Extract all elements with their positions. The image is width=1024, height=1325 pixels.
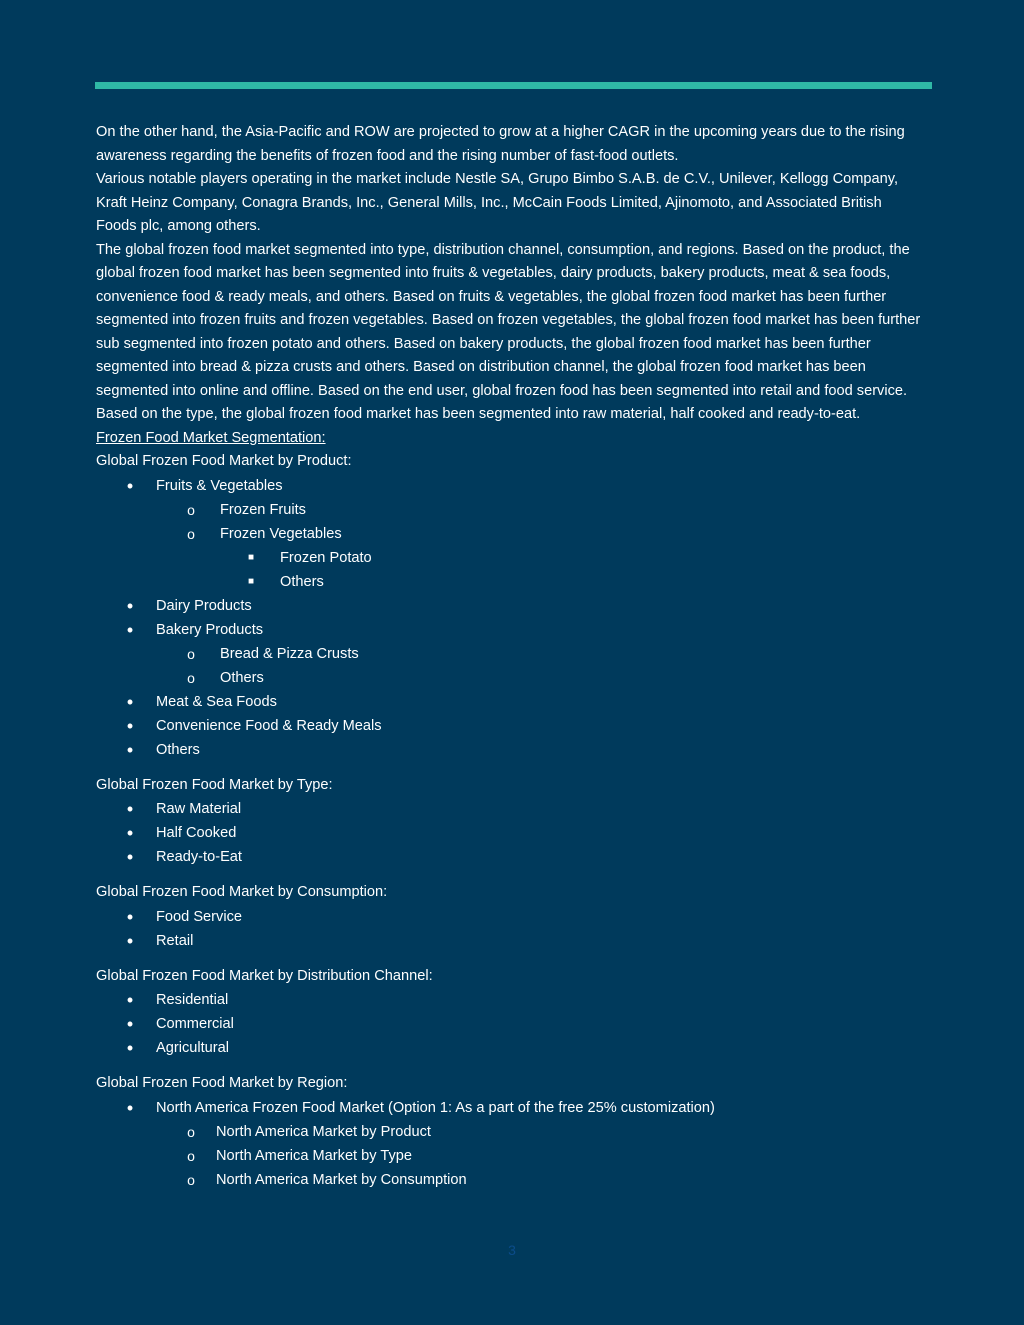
list-item-label: Residential [156,992,229,1008]
bullet-icon: • [126,990,134,1010]
list-item-label: Dairy Products [156,597,252,614]
list-item-label: Frozen Fruits [220,501,306,518]
header-accent-bar [95,82,932,89]
list-item-label: North America Market by Type [216,1147,413,1164]
list-item [96,1144,926,1168]
list-item-label: Frozen Vegetables [220,525,342,542]
fruits-vegetables-sublist [96,498,926,546]
list-item [96,474,926,498]
bullet-icon: • [126,1014,134,1034]
type-segment [96,774,926,870]
paragraph-key-players: Various notable players operating in the market include Nestle SA, Grupo Bimbo S.A.B. de C.V., Unilever, Kellogg Company, Kraft Heinz Company, Conagra Brands, Inc., General Mills, Inc., McCain Foods Limited, Ajinomoto, and Associated British Foods plc, among others. [96,171,898,234]
list-item-label: Convenience Food & Ready Meals [156,717,382,734]
bullet-icon: • [126,847,134,867]
product-segment-title: Global Frozen Food Market by Product: [96,453,352,469]
bullet-icon: • [126,799,134,819]
list-item-label: Bakery Products [156,621,264,638]
paragraph-regional-growth: On the other hand, the Asia-Pacific and ROW are projected to grow at a higher CAGR in the upcoming years due to the rising awareness regarding the benefits of frozen food and the rising number of fast-food outlets. [96,124,905,164]
circle-bullet-icon: o [187,669,195,686]
list-item [96,1168,926,1192]
circle-bullet-icon: o [187,645,195,662]
bakery-sublist [96,642,926,690]
consumption-segment-title: Global Frozen Food Market by Consumption: [96,884,388,900]
bullet-icon: • [126,823,134,843]
north-america-sublist [96,1120,926,1192]
type-list [96,797,926,869]
product-list [96,474,926,498]
list-item [96,929,926,953]
circle-bullet-icon: o [187,525,195,542]
product-list-continued [96,594,926,642]
product-segment [96,450,926,762]
bullet-icon: • [126,475,134,496]
consumption-segment [96,881,926,953]
list-item [96,988,926,1012]
list-item-label: Agricultural [156,1040,229,1056]
list-item-label: Others [220,669,264,686]
list-item [96,666,926,690]
bullet-icon: • [126,715,134,736]
consumption-list [96,905,926,953]
circle-bullet-icon: o [187,1171,195,1188]
type-segment-title: Global Frozen Food Market by Type: [96,776,333,793]
list-item [96,522,926,546]
bullet-icon: • [126,691,134,712]
list-item-label: Others [156,741,200,758]
page-number: 3 [508,1242,516,1258]
circle-bullet-icon: o [187,1147,195,1164]
list-item [96,690,926,714]
region-list [96,1096,926,1120]
square-bullet-icon: ■ [247,575,255,587]
list-item [96,546,926,570]
list-item [96,570,926,594]
list-item-label: North America Market by Consumption [216,1171,467,1188]
region-segment [96,1072,926,1192]
distribution-segment [96,965,926,1061]
list-item-label: Commercial [156,1016,234,1032]
list-item [96,1120,926,1144]
list-item [96,1036,926,1060]
list-item [96,714,926,738]
bullet-icon: • [126,739,134,760]
list-item-label: Bread & Pizza Crusts [220,645,359,662]
list-item-label: Retail [156,932,194,949]
square-bullet-icon: ■ [247,551,255,563]
bullet-icon: • [126,1097,134,1118]
list-item-label: Half Cooked [156,825,237,841]
list-item-label: Fruits & Vegetables [156,477,283,494]
list-item-label: Ready-to-Eat [156,849,242,865]
list-item-label: North America Market by Product [216,1123,431,1140]
circle-bullet-icon: o [187,1123,195,1140]
circle-bullet-icon: o [187,501,195,518]
bullet-icon: • [126,930,134,951]
distribution-segment-title: Global Frozen Food Market by Distribution Channel: [96,967,433,984]
list-item [96,618,926,642]
list-item-label: Raw Material [156,801,242,817]
list-item [96,498,926,522]
list-item-label: Food Service [156,908,242,925]
list-item [96,1096,926,1120]
list-item [96,738,926,762]
list-item-label: North America Frozen Food Market (Option 1: As a part of the free 25% customization) [156,1099,715,1116]
list-item [96,821,926,845]
bullet-icon: • [126,906,134,927]
list-item [96,1012,926,1036]
product-list-end [96,690,926,762]
bullet-icon: • [126,595,134,616]
list-item [96,797,926,821]
list-item [96,845,926,869]
segmentation-heading: Frozen Food Market Segmentation: [96,429,326,446]
list-item-label: Others [280,573,324,590]
paragraph-segmentation-overview: The global frozen food market segmented into type, distribution channel, consumption, and regions. Based on the product, the global frozen food market has been segmented into fruits & vegetables, dairy products, bakery products, meat & sea foods, convenience food & ready meals, and others. Based on fruits & vegetables, the global frozen food market has been further segmented into frozen fruits and frozen vegetables. Based on frozen vegetables, the global frozen food market has been further sub segmented into frozen potato and others. Based on bakery products, the global frozen food market has been further segmented into bread & pizza crusts and others. Based on distribution channel, the global frozen food market has been segmented into online and offline. Based on the end user, global frozen food has been segmented into retail and food service. Based on the type, the global frozen food market has been segmented into raw material, half cooked and ready-to-eat. [96,241,921,422]
bullet-icon: • [126,1038,134,1058]
list-item [96,642,926,666]
list-item-label: Frozen Potato [280,549,372,566]
region-segment-title: Global Frozen Food Market by Region: [96,1075,348,1091]
frozen-vegetables-sublist [96,546,926,594]
list-item-label: Meat & Sea Foods [156,693,277,710]
distribution-list [96,988,926,1060]
document-body [96,121,926,1204]
list-item [96,594,926,618]
list-item [96,905,926,929]
bullet-icon: • [126,619,134,640]
